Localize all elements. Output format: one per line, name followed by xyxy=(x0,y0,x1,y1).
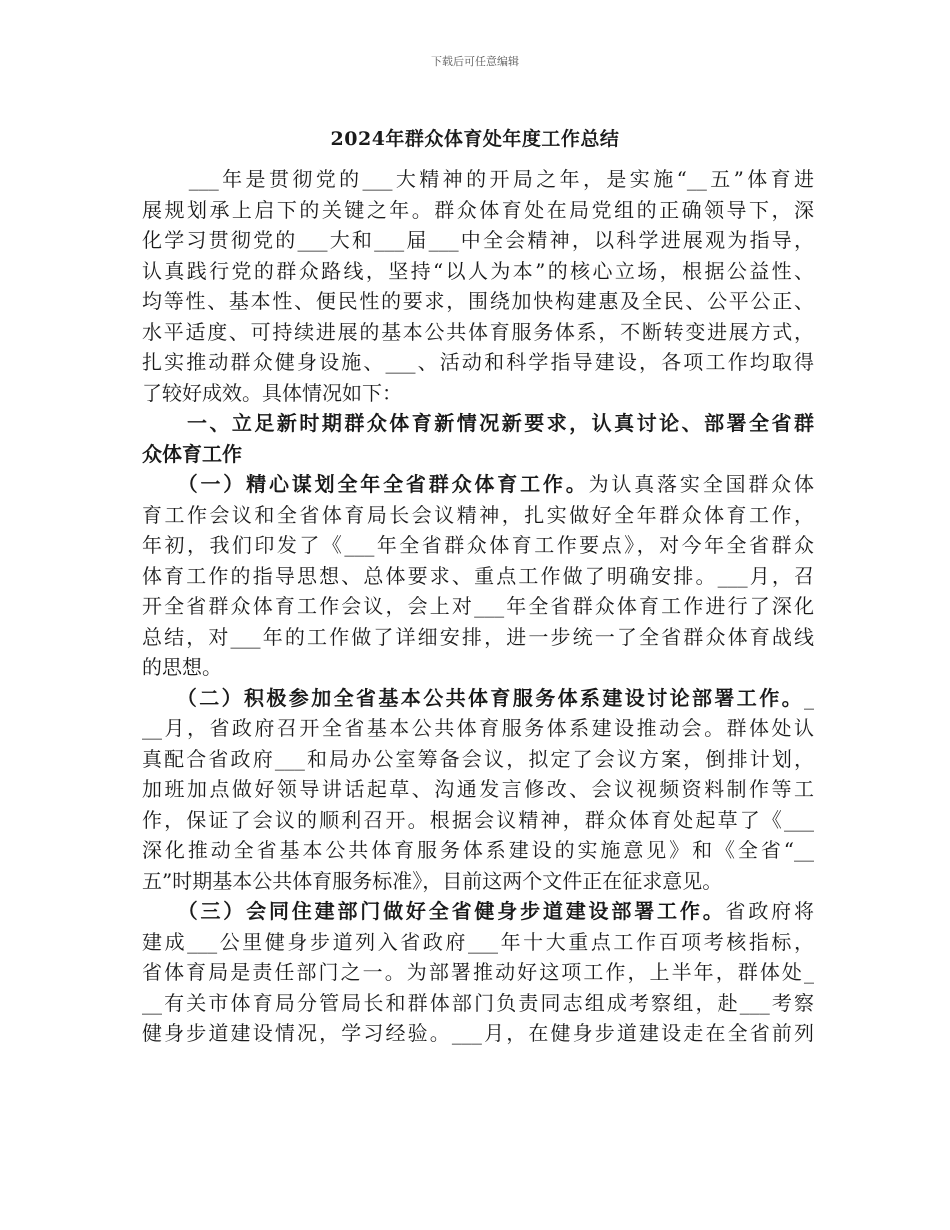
line-text: 的思想。 xyxy=(142,655,222,679)
line-text: 水平适度、可持续进展的基本公共体育服务体系，不断转变进展方式， xyxy=(142,319,814,344)
text-line xyxy=(142,866,814,897)
section-heading: （三）会同住建部门做好全省健身步道建设部署工作。 xyxy=(142,899,726,923)
section-heading: （一）精心谋划全年全省群众体育工作。 xyxy=(142,472,589,496)
text-line xyxy=(142,530,814,561)
document-body xyxy=(142,164,814,1049)
text-line xyxy=(142,957,814,988)
line-text: 年初，我们印发了《___年全省群众体育工作要点》，对今年全省群众 xyxy=(142,533,814,557)
line-text: 育工作会议和全省体育局长会议精神，扎实做好全年群众体育工作， xyxy=(142,502,814,527)
text-line xyxy=(142,500,814,531)
line-text: 化学习贯彻党的___大和___届___中全会精神，以科学进展观为指导， xyxy=(142,228,814,252)
text-line xyxy=(142,469,814,500)
text-line xyxy=(142,1018,814,1049)
line-text: 省政府将 xyxy=(725,899,814,923)
section-heading: （二）积极参加全省基本公共体育服务体系建设讨论部署工作。 xyxy=(142,685,804,710)
text-line xyxy=(142,439,814,470)
line-text: __月，省政府召开全省基本公共体育服务体系建设推动会。群体处认 xyxy=(142,716,814,740)
text-line xyxy=(142,164,814,195)
line-text: 健身步道建设情况，学习经验。___月，在健身步道建设走在全省前列 xyxy=(142,1021,814,1045)
line-text: 展规划承上启下的关键之年。群众体育处在局党组的正确领导下，深 xyxy=(142,197,814,222)
line-text: 五”时期基本公共体育服务标准》，目前这两个文件正在征求意见。 xyxy=(142,868,723,893)
text-line xyxy=(142,988,814,1019)
line-text: 为认真落实全国群众体 xyxy=(588,472,814,496)
line-text: 总结，对___年的工作做了详细安排，进一步统一了全省群众体育战线 xyxy=(142,624,814,649)
text-line xyxy=(142,835,814,866)
text-line xyxy=(142,561,814,592)
text-line xyxy=(142,927,814,958)
line-text: 认真践行党的群众路线，坚持“以人为本”的核心立场，根据公益性、 xyxy=(142,258,814,283)
line-text: 体育工作的指导思想、总体要求、重点工作做了明确安排。___月，召 xyxy=(142,563,814,588)
line-text: 了较好成效。具体情况如下： xyxy=(142,380,402,405)
text-line xyxy=(142,744,814,775)
line-text: 省体育局是责任部门之一。为部署推动好这项工作，上半年，群体处_ xyxy=(142,960,814,984)
text-line xyxy=(142,286,814,317)
line-text: 加班加点做好领导讲话起草、沟通发言修改、会议视频资料制作等工 xyxy=(142,777,814,801)
header-note: 下载后可任意编辑 xyxy=(431,55,519,68)
document-title: 2024年群众体育处年度工作总结 xyxy=(330,128,620,150)
line-text: 均等性、基本性、便民性的要求，围绕加快构建惠及全民、公平公正、 xyxy=(142,289,814,313)
line-text: ___年是贯彻党的___大精神的开局之年，是实施“__五”体育进 xyxy=(142,167,814,191)
text-line xyxy=(142,378,814,409)
text-line xyxy=(142,622,814,653)
line-text: 真配合省政府___和局办公室筹备会议，拟定了会议方案，倒排计划， xyxy=(142,746,814,771)
line-text: __有关市体育局分管局长和群体部门负责同志组成考察组，赴___考察 xyxy=(142,990,814,1015)
line-text: 开全省群众体育工作会议，会上对___年全省群众体育工作进行了深化 xyxy=(142,594,814,618)
text-line xyxy=(142,195,814,226)
text-line xyxy=(142,256,814,287)
text-line xyxy=(142,225,814,256)
text-line xyxy=(142,713,814,744)
line-text: 深化推动全省基本公共体育服务体系建设的实施意见》和《全省“__ xyxy=(142,838,814,862)
line-text: _ xyxy=(804,685,814,710)
text-line xyxy=(142,774,814,805)
text-line xyxy=(142,591,814,622)
text-line xyxy=(142,683,814,714)
text-line xyxy=(142,652,814,683)
line-text: 扎实推动群众健身设施、___、活动和科学指导建设，各项工作均取得 xyxy=(142,350,814,374)
section-heading: 众体育工作 xyxy=(142,441,242,466)
section-heading: 一、立足新时期群众体育新情况新要求，认真讨论、部署全省群 xyxy=(142,411,814,435)
text-line xyxy=(142,408,814,439)
text-line xyxy=(142,347,814,378)
text-line xyxy=(142,805,814,836)
text-line xyxy=(142,317,814,348)
text-line xyxy=(142,896,814,927)
line-text: 建成___公里健身步道列入省政府___年十大重点工作百项考核指标， xyxy=(142,929,814,954)
line-text: 作，保证了会议的顺利召开。根据会议精神，群众体育处起草了《___ xyxy=(142,807,814,832)
